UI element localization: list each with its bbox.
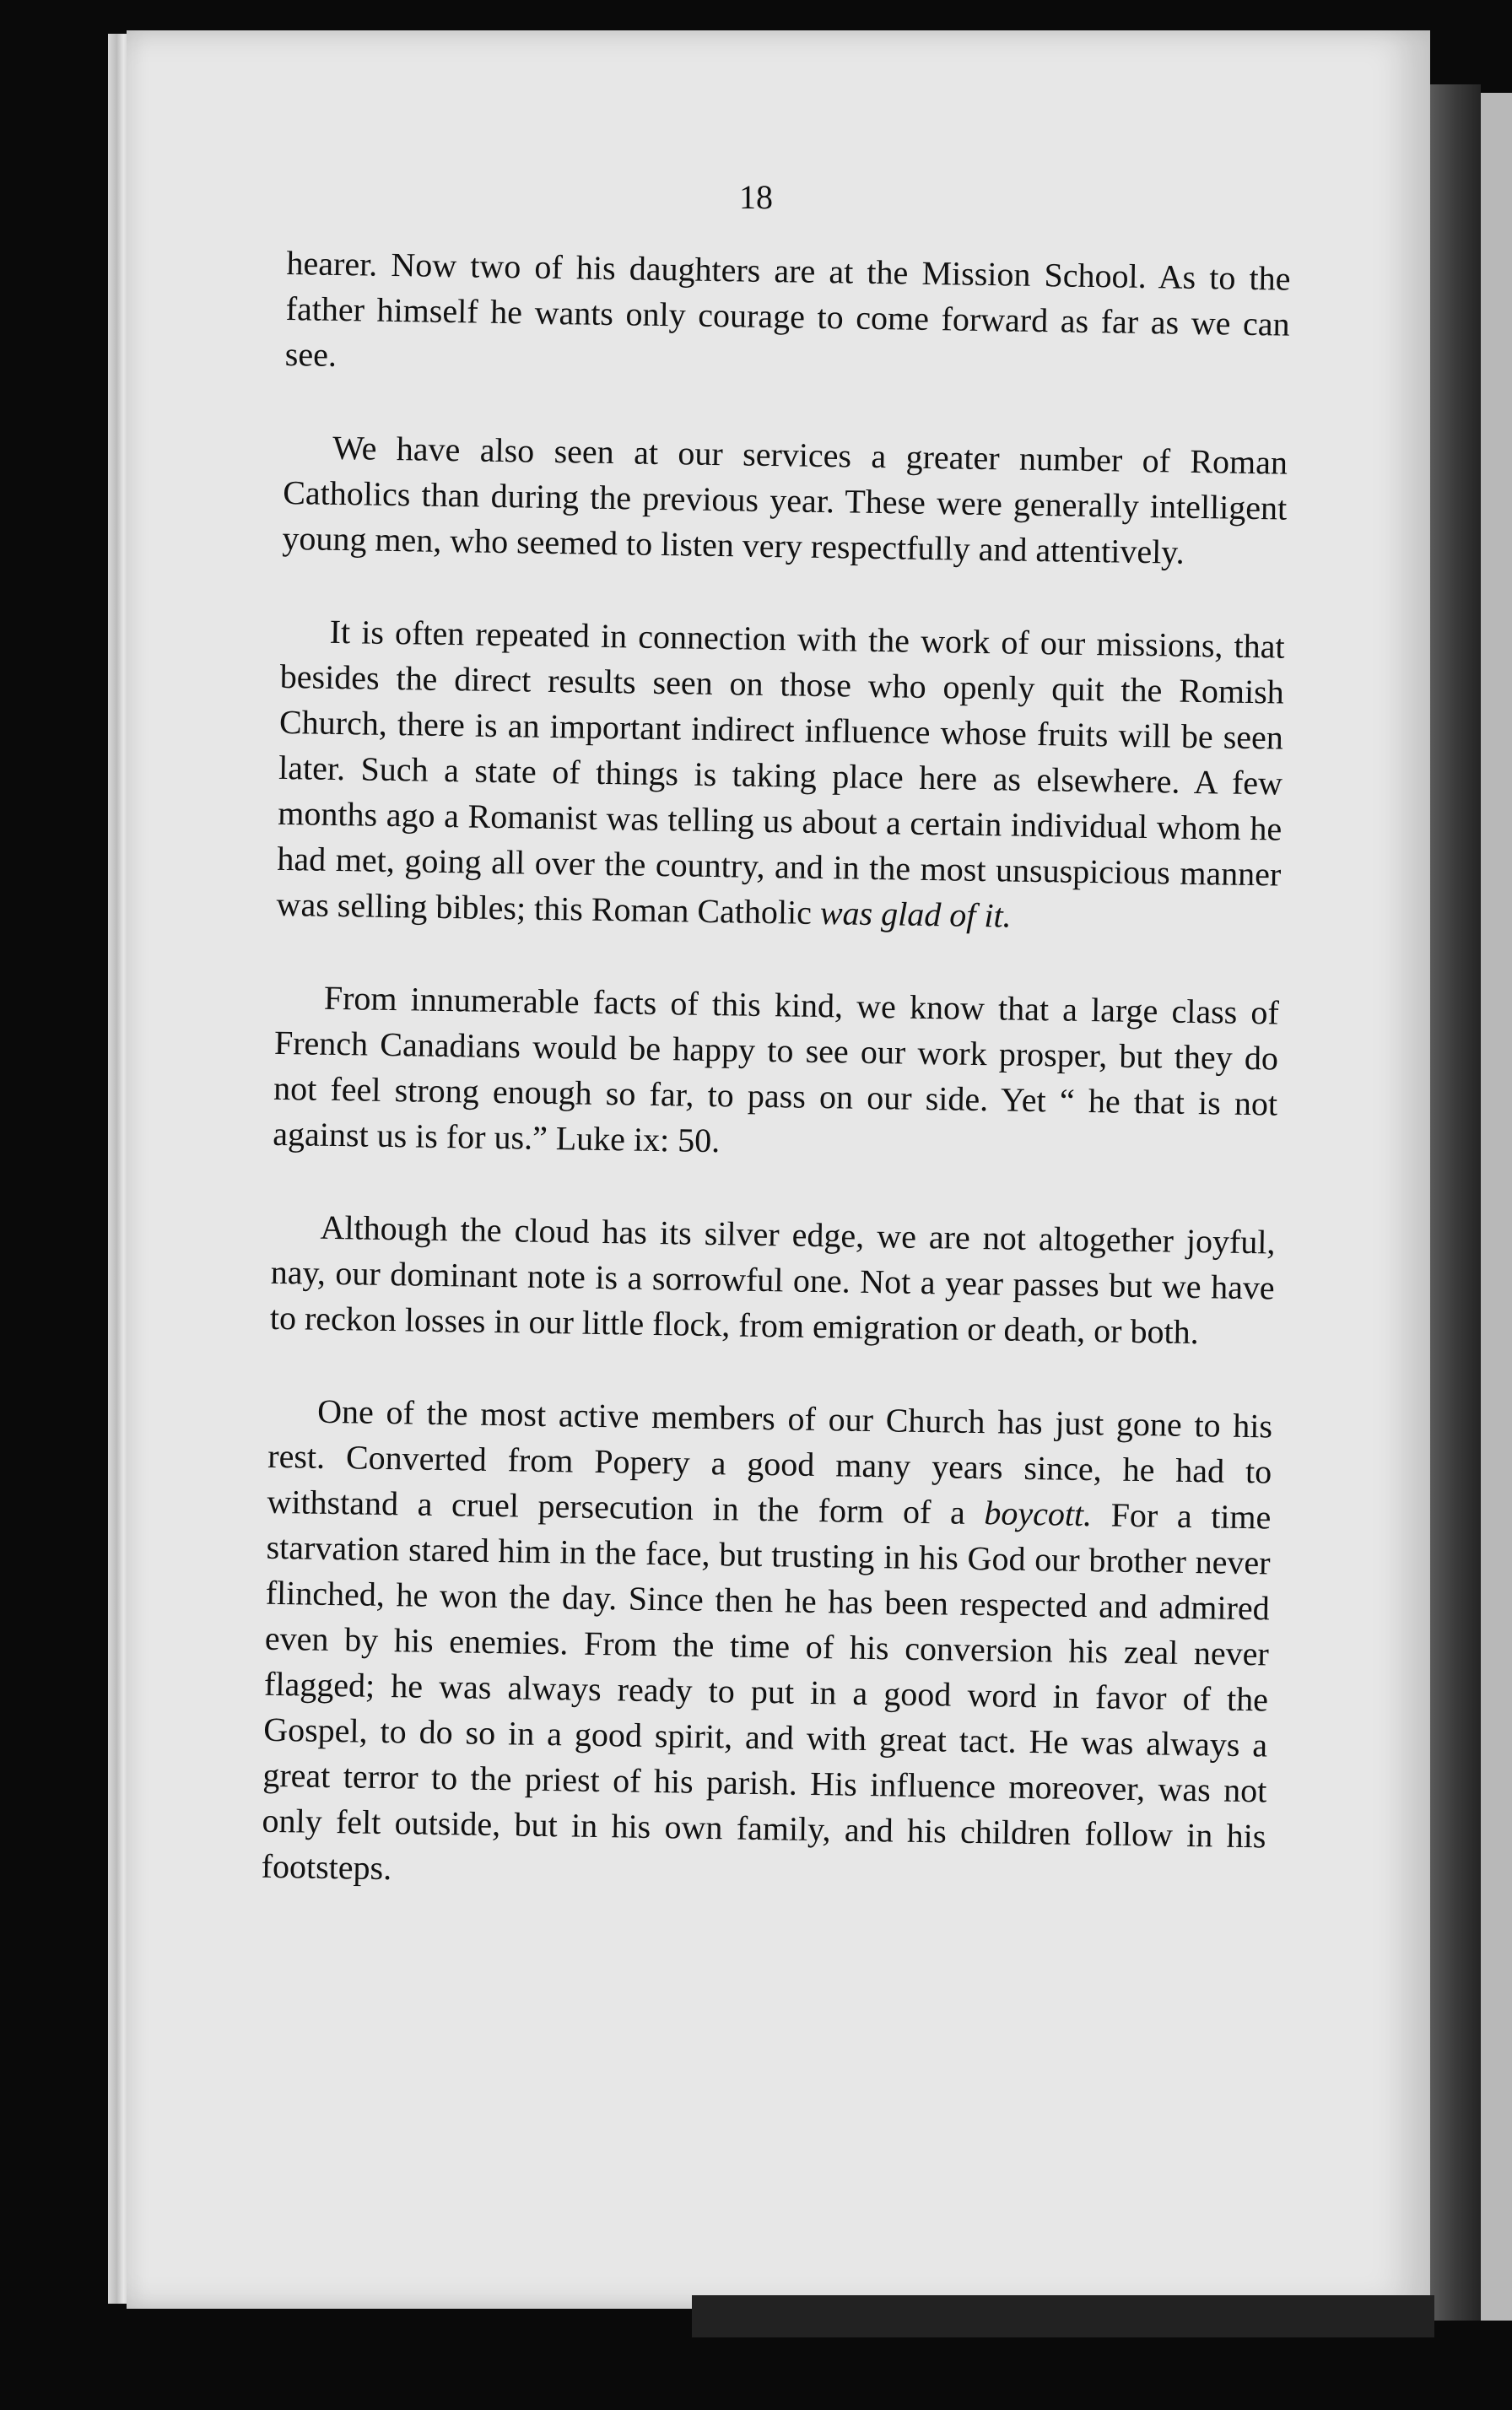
bottom-shadow — [692, 2295, 1434, 2337]
body-text — [260, 240, 1290, 1952]
paragraph-5: Although the cloud has its silver edge, we are not altogether joyful, nay, our dominant note is a sorrowful one. Not a year passes but we have to reckon losses in our little flock, from emigration or death, or both. — [269, 1208, 1276, 1352]
paragraph-6-text: One of the most active members of our Church has just gone to his rest. Converted from Popery a good many years since, he had to withstand a cruel persecution in the form of a — [267, 1391, 1273, 1532]
paragraph-3-text: It is often repeated in connection with the work of our missions, that besides the direct results seen on those who openly quit the Romish Church, there is an important indirect influence whose fruits will be seen later. Such a state of things is taking place here as elsewhere. A few months ago a Romanist was telling us about a certain individual whom he had met, going all over the country, and in the most unsuspicious manner was selling bibles; this Roman Catholic — [276, 612, 1285, 932]
page-number: 18 — [739, 178, 773, 216]
paragraph-3 — [276, 608, 1285, 943]
paragraph-2: We have also seen at our services a greater number of Roman Catholics than during the previous year. These were generally intelligent young men, who seemed to listen very respectfully and attentively. — [282, 428, 1288, 571]
paragraph-6-tail: For a time starvation stared him in the face, but trusting in his God our brother never flinched, he won the day. Since then he has been respected and admired even by his enemies. From the time of his conversion his zeal never flagged; he was always ready to put in a good word in favor of the Gospel, to do so in a good spirit, and with great tact. He was always a great terror to the priest of his parish. His influence moreover, was not only felt outside, but in his own family, and his children follow in his footsteps. — [261, 1495, 1272, 1888]
paragraph-4: From innumerable facts of this kind, we know that a large class of French Canadians would be happy to see our work prosper, but they do not feel strong enough so far, to pass on our side. Yet “ he that is not against us is for us.” Luke ix: 50. — [273, 978, 1280, 1160]
paragraph-1: hearer. Now two of his daughters are at the Mission School. As to the father himself he wants only courage to come forward as far as we can see. — [284, 243, 1291, 374]
book-spine — [1430, 84, 1481, 2321]
paragraph-6-emphasis: boycott. — [984, 1494, 1093, 1534]
paragraph-3-emphasis: was glad of it. — [819, 894, 1012, 935]
facing-page-sliver — [1481, 93, 1512, 2321]
paragraph-6 — [261, 1388, 1272, 1905]
